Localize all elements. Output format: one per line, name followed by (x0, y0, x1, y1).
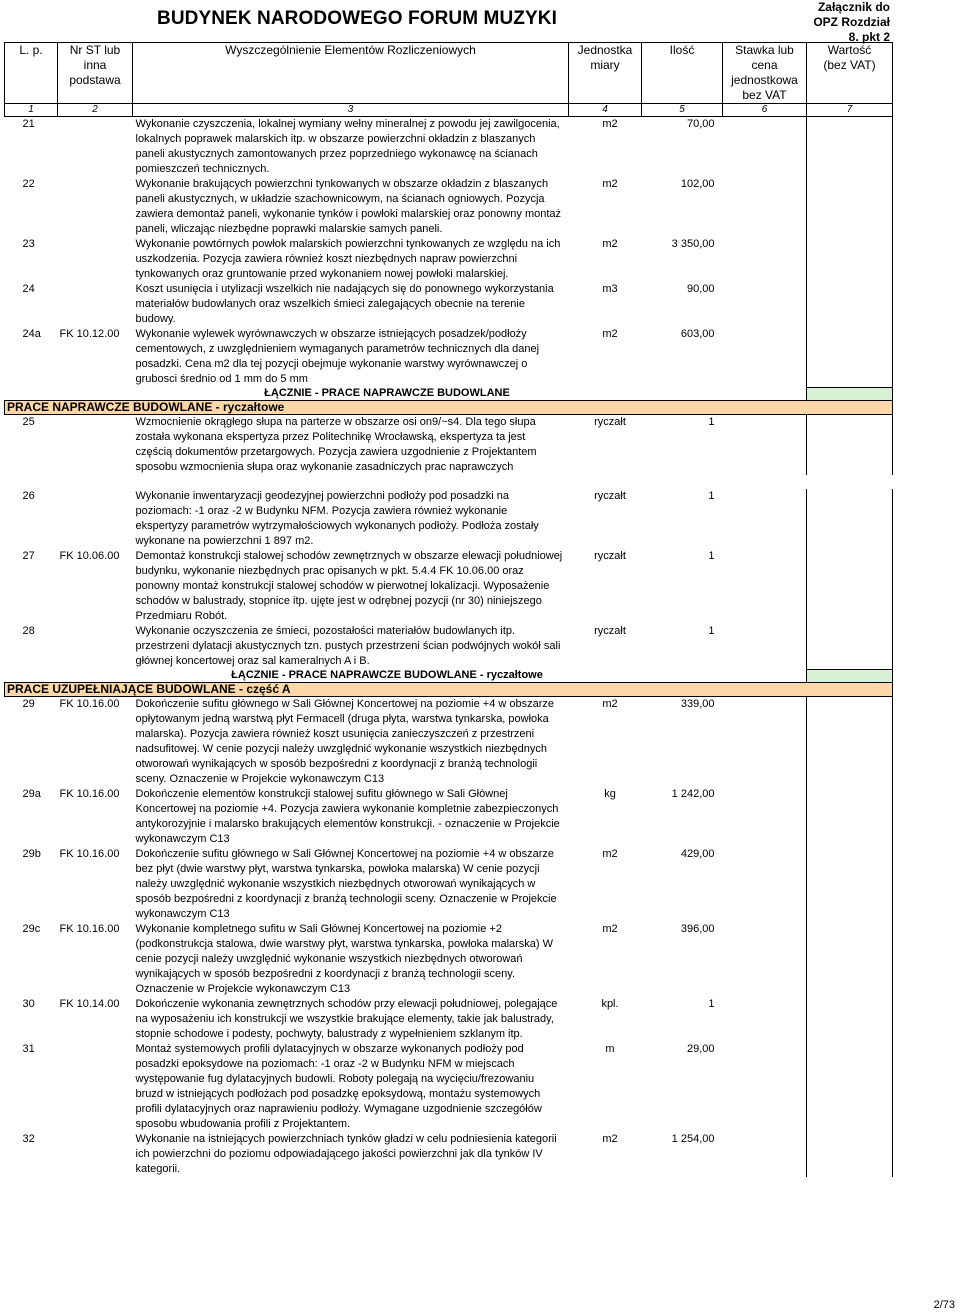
item-number: 32 (22, 1133, 35, 1145)
item-description: Montaż systemowych profili dylatacyjnych w obszarze wykonanych podłoży pod posadzki epoksydowe na poziomach: -1 oraz -2 w Budynku NFM w miejscach występowanie fug dylatacyjnych budowli. Roboty polegają na wycięciu/frezowaniu bruzd w istniejących podłożach pod posadzkę epoksydową, montażu systemowych profili dylatacyjnych oraz naprawieniu podłoży. Wymagane uzgodnienie szczegółów sposobu wbudowania profili z Projektantem. (135, 1043, 542, 1130)
item-spec-ref: FK 10.06.00 (59, 550, 120, 562)
item-quantity: 90,00 (686, 283, 715, 295)
item-value (807, 787, 893, 847)
col-header-unit-line1: Jednostka (577, 43, 633, 57)
item-value (807, 489, 893, 549)
item-unit-rate (723, 787, 807, 847)
item-number: 23 (22, 238, 35, 250)
table-row (5, 697, 893, 788)
item-description: Wykonanie brakujących powierzchni tynkowanych w obszarze okładzin z blaszanych paneli akustycznych, w układzie szachownicowym, na ścianach ogniowych. Pozycja zawiera demontaż paneli, wykonanie tynków i powłoki malarskiej oraz ponowny montaż paneli, wliczając niezbędne poprawki malarskie samych paneli. (135, 178, 562, 235)
col-number: 5 (642, 104, 723, 117)
item-unit-rate (723, 847, 807, 922)
table-row (5, 1042, 893, 1132)
item-number: 29b (22, 848, 41, 860)
item-quantity: 603,00 (680, 328, 715, 340)
item-number: 25 (22, 416, 35, 428)
item-unit-rate (723, 177, 807, 237)
annex-line-1: Załącznik do (817, 0, 890, 14)
table-row (5, 787, 893, 847)
summary-spacer (5, 669, 133, 683)
item-value (807, 177, 893, 237)
item-unit: ryczałt (594, 490, 626, 502)
item-unit-rate (723, 489, 807, 549)
item-value (807, 549, 893, 624)
table-row (5, 624, 893, 669)
document-title: BUDYNEK NARODOWEGO FORUM MUZYKI (157, 8, 557, 29)
item-unit: m2 (602, 178, 618, 190)
item-quantity: 1 (708, 490, 715, 502)
table-row (5, 847, 893, 922)
item-value (807, 282, 893, 327)
item-description: Wykonanie powtórnych powłok malarskich powierzchni tynkowanych ze względu na ich uszkodzenia. Pozycja zawiera również koszt niezbędnych napraw powierzchni tynkowanych oraz gruntowanie przed wykonaniem nowej powłoki malarskiej. (135, 238, 561, 280)
item-unit-rate (723, 922, 807, 997)
table-row (5, 922, 893, 997)
item-unit-rate (723, 549, 807, 624)
item-description: Dokończenie elementów konstrukcji stalowej sufitu głównego w Sali Głównej Koncertowej na poziomie +4. Pozycja zawiera wykonanie kompletnie zabezpieczonych antykorozyjnie i malarsko brakujących elementów konstrukcji. - oznaczenie w Projekcie wykonawczym C13 (135, 788, 560, 845)
item-spec-ref (58, 117, 133, 178)
item-quantity: 1 254,00 (671, 1133, 715, 1145)
item-value (807, 117, 893, 178)
summary-quantity (642, 387, 723, 401)
item-description: Wykonanie na istniejących powierzchniach tynków gładzi w celu podniesienia kategorii ich powierzchni do poziomu odpowiadającego jakości powierzchni jak dla tynków IV kategorii. (135, 1133, 557, 1175)
item-unit-rate (723, 327, 807, 387)
col-number: 7 (807, 104, 893, 117)
item-unit-rate (723, 624, 807, 669)
item-quantity: 339,00 (680, 698, 715, 710)
annex-line-2: OPZ Rozdział (813, 15, 890, 29)
item-value (807, 1132, 893, 1177)
summary-label: ŁĄCZNIE - PRACE NAPRAWCZE BUDOWLANE - ryczałtowe (133, 669, 642, 683)
section-header-row (5, 401, 893, 415)
table-row (5, 117, 893, 178)
item-quantity: 429,00 (680, 848, 715, 860)
spacer-cell (807, 475, 893, 489)
item-value (807, 922, 893, 997)
spacer-cell (723, 475, 807, 489)
item-quantity: 70,00 (686, 118, 715, 130)
item-description: Wzmocnienie okrągłego słupa na parterze w obszarze osi on9/~s4. Dla tego słupa została wykonana ekspertyza przez Politechnikę Wrocławską, ekspertyza ta jest częścią dokumentów przetargowych. Pozycja zawiera uzgodnienie z Projektantem sposobu wzmocnienia słupa oraz wykonanie zasadniczych prac naprawczych (135, 416, 537, 473)
spacer-cell (5, 475, 58, 489)
col-number: 6 (723, 104, 807, 117)
item-spec-ref (58, 415, 133, 476)
summary-row (5, 387, 893, 401)
summary-row (5, 669, 893, 683)
item-spec-ref (58, 489, 133, 549)
col-header-value-line2: (bez VAT) (823, 58, 876, 72)
col-header-rate-line4: bez VAT (742, 88, 787, 102)
table-row (5, 177, 893, 237)
col-header-description: Wyszczególnienie Elementów Rozliczeniowych (133, 43, 569, 104)
item-unit: m2 (602, 328, 618, 340)
item-unit-rate (723, 1132, 807, 1177)
col-header-lp: L. p. (5, 43, 58, 104)
col-header-unit (569, 43, 642, 104)
item-description: Wykonanie inwentaryzacji geodezyjnej powierzchni podłoży pod posadzki na poziomach: -1 oraz -2 w Budynku NFM. Pozycja zawiera również wykonanie ekspertyzy parametrów wytrzymałościowych wykonanych podłoży. Podłoża zostały wykonane na powierzchni 1 897 m2. (135, 490, 539, 547)
item-unit: ryczałt (594, 625, 626, 637)
summary-total-value (807, 387, 893, 401)
item-unit-rate (723, 237, 807, 282)
item-unit: kpl. (601, 998, 619, 1010)
col-header-value (807, 43, 893, 104)
item-description: Wykonanie czyszczenia, lokalnej wymiany wełny mineralnej z powodu jej zawilgocenia, lokalnych poprawek malarskich itp. w obszarze powierzchni okładzin z blaszanych paneli akustycznych zamontowanych przez poprzedniego wykonawcę na ścianach pomieszczeń technicznych. (135, 118, 560, 175)
summary-rate (723, 387, 807, 401)
section-title: PRACE NAPRAWCZE BUDOWLANE - ryczałtowe (5, 401, 893, 415)
item-unit-rate (723, 997, 807, 1042)
summary-total-value (807, 669, 893, 683)
item-value (807, 1042, 893, 1132)
col-number: 1 (5, 104, 58, 117)
item-spec-ref: FK 10.16.00 (59, 698, 120, 710)
item-quantity: 1 242,00 (671, 788, 715, 800)
item-unit-rate (723, 1042, 807, 1132)
item-description: Dokończenie sufitu głównego w Sali Głównej Koncertowej na poziomie +4 w obszarze opłytowanym jedną warstwą płyt Fermacell (druga płyta, warstwa tynkarska, powłoka malarska). Pozycja zawiera również koszt usunięcia zanieczyszczeń z przestrzeni nadsufitowej. W cenie pozycji należy uwzględnić wykonanie wszystkich niezbędnych otworowań wynikających w sposób bezpośredni z koordynacji z branżą technologii sceny. Oznaczenie w Projekcie wykonawczym C13 (135, 698, 555, 785)
item-value (807, 237, 893, 282)
item-unit-rate (723, 415, 807, 476)
summary-quantity (642, 669, 723, 683)
col-header-rate (723, 43, 807, 104)
item-spec-ref (58, 1042, 133, 1132)
table-row (5, 1132, 893, 1177)
table-body (5, 117, 893, 1178)
page-number: 2/73 (933, 1299, 955, 1311)
item-description: Dokończenie wykonania zewnętrznych schodów przy elewacji południowej, polegające na wyposażeniu ich konstrukcji we wszystkie brakujące elementy, takie jak balustrady, stopnie schodowe i podesty, pochwyty, balustrady z wypełnieniem szklanym itp. (135, 998, 558, 1040)
col-header-value-line1: Wartość (827, 43, 872, 57)
summary-rate (723, 669, 807, 683)
table-row (5, 549, 893, 624)
item-spec-ref (58, 177, 133, 237)
item-number: 30 (22, 998, 35, 1010)
item-unit-rate (723, 282, 807, 327)
item-number: 27 (22, 550, 35, 562)
item-description: Wykonanie kompletnego sufitu w Sali Głównej Koncertowej na poziomie +2 (podkonstrukcja stalowa, dwie warstwy płyt, warstwa tynkarska, powłoka malarska) W cenie pozycji należy uwzględnić wykonanie wszystkich niezbędnych otworowań wynikających w sposób bezpośredni z koordynacji z branżą technologii sceny. Oznaczenie w Projekcie wykonawczym C13 (135, 923, 554, 995)
item-description: Dokończenie sufitu głównego w Sali Głównej Koncertowej na poziomie +4 w obszarze bez płyt (dwie warstwy płyt, warstwa tynkarska, powłoka malarska) W cenie pozycji należy uwzględnić wykonanie wszystkich niezbędnych otworowań wynikających w sposób bezpośredni z koordynacji z branżą technologii sceny. Oznaczenie w Projekcie wykonawczym C13 (135, 848, 557, 920)
item-quantity: 1 (708, 416, 715, 428)
item-description: Wykonanie oczyszczenia ze śmieci, pozostałości materiałów budowlanych itp. przestrzeni dylatacji akustycznych tzn. pustych przestrzeni ścian podwójnych wokół sali głównej koncertowej oraz sal kameralnych A i B. (135, 625, 561, 667)
item-value (807, 847, 893, 922)
item-spec-ref (58, 624, 133, 669)
item-unit: m2 (602, 923, 618, 935)
item-unit: m2 (602, 238, 618, 250)
summary-spacer (5, 387, 133, 401)
item-quantity: 102,00 (680, 178, 715, 190)
item-unit: m (605, 1043, 615, 1055)
table-row (5, 489, 893, 549)
item-number: 24 (22, 283, 35, 295)
item-unit: m2 (602, 1133, 618, 1145)
item-spec-ref (58, 237, 133, 282)
table-row (5, 282, 893, 327)
spacer-cell (133, 475, 569, 489)
col-header-rate-line1: Stawka lub (735, 43, 794, 57)
item-unit: kg (604, 788, 616, 800)
column-number-row (5, 104, 893, 117)
item-unit: ryczałt (594, 416, 626, 428)
item-number: 21 (22, 118, 35, 130)
item-value (807, 997, 893, 1042)
item-spec-ref (58, 1132, 133, 1177)
col-header-nr-st-line2: podstawa (69, 73, 121, 87)
item-description: Wykonanie wylewek wyrównawczych w obszarze istniejących posadzek/podłoży cementowych, z uwzględnieniem wymaganych parametrów technicznych dla danej posadzki. Cena m2 dla tej pozycji obejmuje wykonanie warstwy wyrównawczej o grubosci średnio od 1 mm do 5 mm (135, 328, 540, 385)
item-value (807, 697, 893, 788)
col-header-nr-st (58, 43, 133, 104)
item-quantity: 29,00 (686, 1043, 715, 1055)
spacer-cell (569, 475, 642, 489)
item-unit: m2 (602, 118, 618, 130)
item-value (807, 624, 893, 669)
item-spec-ref: FK 10.16.00 (59, 848, 120, 860)
table-row (5, 997, 893, 1042)
spacer-row (5, 475, 893, 489)
table-row (5, 237, 893, 282)
item-quantity: 1 (708, 550, 715, 562)
item-number: 22 (22, 178, 35, 190)
item-number: 28 (22, 625, 35, 637)
item-number: 26 (22, 490, 35, 502)
item-number: 29c (22, 923, 41, 935)
annex-line-3: 8. pkt 2 (848, 30, 890, 44)
item-spec-ref (58, 282, 133, 327)
col-header-nr-st-line1: Nr ST lub inna (69, 43, 121, 72)
col-number: 2 (58, 104, 133, 117)
col-header-unit-line2: miary (590, 58, 620, 72)
item-description: Demontaż konstrukcji stalowej schodów zewnętrznych w obszarze elewacji południowej budynku, wykonanie niezbędnych prac opisanych w pkt. 5.4.4 FK 10.06.00 oraz ponowny montaż konstrukcji stalowej schodów w pierwotnej lokalizacji. Wyposażenie schodów w balustrady, stopnice itp. ujęte jest w odrębnej pozycji (nr 30) niniejszego Przedmiaru Robót. (135, 550, 563, 622)
item-number: 31 (22, 1043, 35, 1055)
header-row (5, 43, 893, 104)
item-description: Koszt usunięcia i utylizacji wszelkich nie nadających się do ponownego wykorzystania materiałów budowlanych oraz wszelkich śmieci zalegających obecnie na terenie budowy. (135, 283, 554, 325)
item-quantity: 396,00 (680, 923, 715, 935)
table-row (5, 415, 893, 476)
item-unit: m3 (602, 283, 618, 295)
item-value (807, 415, 893, 476)
spacer-cell (58, 475, 133, 489)
item-number: 29a (22, 788, 41, 800)
cost-table (4, 42, 893, 1177)
item-unit-rate (723, 697, 807, 788)
section-title: PRACE UZUPEŁNIAJĄCE BUDOWLANE - część A (5, 683, 893, 697)
section-header-row (5, 683, 893, 697)
col-header-quantity: Ilość (642, 43, 723, 104)
item-spec-ref: FK 10.14.00 (59, 998, 120, 1010)
item-unit: m2 (602, 698, 618, 710)
col-number: 3 (133, 104, 569, 117)
item-number: 29 (22, 698, 35, 710)
item-quantity: 1 (708, 625, 715, 637)
col-header-rate-line3: jednostkowa (731, 73, 798, 87)
item-quantity: 1 (708, 998, 715, 1010)
col-number: 4 (569, 104, 642, 117)
item-value (807, 327, 893, 387)
item-unit: ryczałt (594, 550, 626, 562)
item-spec-ref: FK 10.12.00 (59, 328, 120, 340)
spacer-cell (642, 475, 723, 489)
table-row (5, 327, 893, 387)
annex-note (813, 0, 890, 45)
item-unit: m2 (602, 848, 618, 860)
item-unit-rate (723, 117, 807, 178)
item-spec-ref: FK 10.16.00 (59, 923, 120, 935)
col-header-rate-line2: cena (751, 58, 778, 72)
item-number: 24a (22, 328, 41, 340)
summary-label: ŁĄCZNIE - PRACE NAPRAWCZE BUDOWLANE (133, 387, 642, 401)
item-spec-ref: FK 10.16.00 (59, 788, 120, 800)
item-quantity: 3 350,00 (671, 238, 715, 250)
